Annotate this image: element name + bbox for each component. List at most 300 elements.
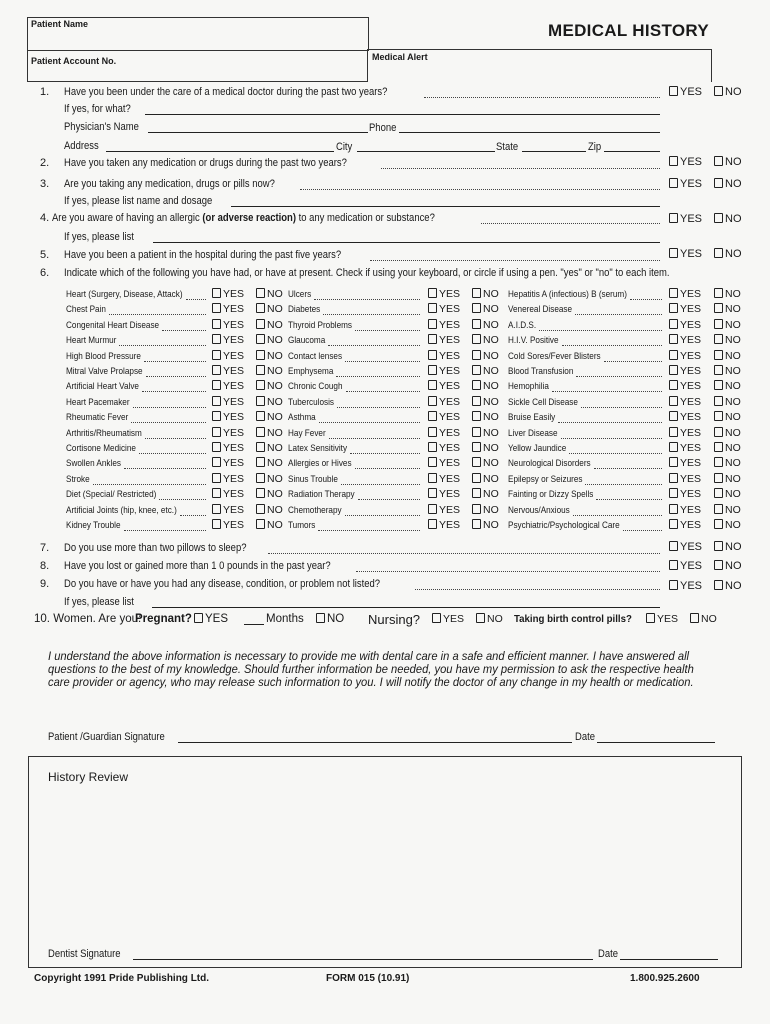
page-title: MEDICAL HISTORY xyxy=(548,21,709,40)
condition-no-option[interactable] xyxy=(472,350,499,362)
no-label: NO xyxy=(483,488,499,500)
condition-yes-option[interactable] xyxy=(428,380,460,392)
birth-control-yes[interactable] xyxy=(646,613,678,625)
no-label: NO xyxy=(267,396,283,408)
checkbox-icon xyxy=(472,504,481,514)
no-label: NO xyxy=(483,396,499,408)
checkbox-icon xyxy=(212,457,221,467)
condition-no-option[interactable] xyxy=(472,457,499,469)
q3-ifyes-label: If yes, please list name and dosage xyxy=(64,195,213,207)
condition-leader xyxy=(585,484,662,485)
condition-leader xyxy=(358,499,420,500)
condition-yes-option[interactable] xyxy=(428,519,460,531)
yes-label: YES xyxy=(680,365,702,377)
yes-label: YES xyxy=(680,488,702,500)
condition-yes-option[interactable] xyxy=(669,427,701,439)
checkbox-icon xyxy=(428,303,437,313)
checkbox-icon xyxy=(714,473,723,483)
nursing-yes[interactable] xyxy=(432,613,464,625)
condition-no-option[interactable] xyxy=(472,303,499,315)
checkbox-icon xyxy=(212,411,221,421)
condition-yes-option[interactable] xyxy=(428,427,460,439)
checkbox-icon xyxy=(432,613,441,623)
q10-number: 10. xyxy=(34,613,50,625)
yes-label: YES xyxy=(223,365,245,377)
condition-no-option[interactable] xyxy=(472,334,499,346)
condition-yes-option[interactable] xyxy=(428,411,460,423)
zip-label: Zip xyxy=(588,141,602,153)
yes-label: YES xyxy=(439,319,461,331)
condition-label: Tuberculosis xyxy=(288,397,335,408)
condition-label: Liver Disease xyxy=(508,428,558,439)
condition-leader xyxy=(576,376,662,377)
condition-label: Allergies or Hives xyxy=(288,458,352,469)
condition-no-option[interactable] xyxy=(256,488,283,500)
condition-no-option[interactable] xyxy=(714,488,741,500)
condition-yes-option[interactable] xyxy=(669,396,701,408)
q1-number: 1. xyxy=(40,86,50,98)
condition-no-option[interactable] xyxy=(714,442,741,454)
condition-no-option[interactable] xyxy=(256,457,283,469)
no-label: NO xyxy=(483,457,499,469)
condition-no-option[interactable] xyxy=(472,488,499,500)
checkbox-icon xyxy=(256,442,265,452)
signature-date-line[interactable] xyxy=(597,742,715,743)
condition-yes-option[interactable] xyxy=(669,288,701,300)
yes-label: YES xyxy=(439,365,461,377)
q7-yes[interactable] xyxy=(669,541,702,553)
yes-label: YES xyxy=(223,519,245,531)
condition-yes-option[interactable] xyxy=(669,319,701,331)
condition-yes-option[interactable] xyxy=(428,365,460,377)
condition-yes-option[interactable] xyxy=(669,350,701,362)
q7-number: 7. xyxy=(40,542,50,554)
condition-yes-option[interactable] xyxy=(212,488,244,500)
yes-label: YES xyxy=(223,427,245,439)
yes-label: YES xyxy=(680,248,703,260)
condition-no-option[interactable] xyxy=(714,519,741,531)
no-label: NO xyxy=(725,504,741,516)
condition-yes-option[interactable] xyxy=(212,504,244,516)
condition-no-option[interactable] xyxy=(256,303,283,315)
condition-no-option[interactable] xyxy=(714,288,741,300)
yes-label: YES xyxy=(439,504,461,516)
condition-leader xyxy=(329,438,420,439)
condition-yes-option[interactable] xyxy=(428,319,460,331)
condition-yes-option[interactable] xyxy=(669,519,701,531)
condition-yes-option[interactable] xyxy=(212,427,244,439)
checkbox-icon xyxy=(472,411,481,421)
no-label: NO xyxy=(725,319,741,331)
condition-no-option[interactable] xyxy=(714,365,741,377)
yes-label: YES xyxy=(223,504,245,516)
condition-yes-option[interactable] xyxy=(428,350,460,362)
condition-label: Radiation Therapy xyxy=(288,489,355,500)
condition-leader xyxy=(575,314,662,315)
condition-leader xyxy=(145,438,206,439)
condition-yes-option[interactable] xyxy=(212,334,244,346)
condition-leader xyxy=(355,330,420,331)
checkbox-icon xyxy=(472,396,481,406)
condition-leader xyxy=(581,407,662,408)
q8-no[interactable] xyxy=(714,560,742,572)
condition-label: Mitral Valve Prolapse xyxy=(66,366,143,377)
condition-leader xyxy=(562,345,662,346)
condition-no-option[interactable] xyxy=(256,473,283,485)
yes-label: YES xyxy=(439,303,461,315)
no-label: NO xyxy=(725,457,741,469)
footer-copyright: Copyright 1991 Pride Publishing Ltd. xyxy=(34,973,210,984)
no-label: NO xyxy=(267,350,283,362)
review-date-line[interactable] xyxy=(620,959,718,960)
condition-leader xyxy=(131,422,206,423)
checkbox-icon xyxy=(428,427,437,437)
condition-yes-option[interactable] xyxy=(428,488,460,500)
q8-text: Have you lost or gained more than 1 0 pounds in the past year? xyxy=(64,560,331,572)
checkbox-icon xyxy=(669,473,678,483)
no-label: NO xyxy=(483,380,499,392)
condition-no-option[interactable] xyxy=(472,519,499,531)
condition-no-option[interactable] xyxy=(472,365,499,377)
no-label: NO xyxy=(725,213,742,225)
checkbox-icon xyxy=(472,303,481,313)
yes-label: YES xyxy=(223,288,245,300)
checkbox-icon xyxy=(212,488,221,498)
condition-label: Heart (Surgery, Disease, Attack) xyxy=(66,289,183,300)
checkbox-icon xyxy=(212,473,221,483)
condition-no-option[interactable] xyxy=(714,380,741,392)
condition-yes-option[interactable] xyxy=(669,504,701,516)
condition-label: Hepatitis A (infectious) B (serum) xyxy=(508,289,627,300)
pregnant-no[interactable] xyxy=(316,613,344,625)
condition-label: High Blood Pressure xyxy=(66,351,141,362)
condition-no-option[interactable] xyxy=(714,457,741,469)
checkbox-icon xyxy=(212,303,221,313)
condition-leader xyxy=(345,361,420,362)
condition-label: Cortisone Medicine xyxy=(66,443,136,454)
condition-leader xyxy=(159,499,206,500)
checkbox-icon xyxy=(256,411,265,421)
condition-no-option[interactable] xyxy=(256,411,283,423)
checkbox-icon xyxy=(472,334,481,344)
condition-label: Artificial Heart Valve xyxy=(66,381,139,392)
condition-leader xyxy=(604,361,662,362)
checkbox-icon xyxy=(669,303,678,313)
q5-text: Have you been a patient in the hospital during the past five years? xyxy=(64,249,342,261)
pregnant-yes[interactable] xyxy=(194,613,228,625)
condition-no-option[interactable] xyxy=(256,504,283,516)
checkbox-icon xyxy=(714,319,723,329)
no-label: NO xyxy=(267,303,283,315)
checkbox-icon xyxy=(669,541,678,551)
condition-yes-option[interactable] xyxy=(669,303,701,315)
condition-yes-option[interactable] xyxy=(669,442,701,454)
condition-yes-option[interactable] xyxy=(212,396,244,408)
no-label: NO xyxy=(725,178,742,190)
yes-label: YES xyxy=(680,303,702,315)
checkbox-icon xyxy=(714,334,723,344)
condition-label: Tumors xyxy=(288,520,316,531)
condition-no-option[interactable] xyxy=(256,380,283,392)
condition-yes-option[interactable] xyxy=(669,488,701,500)
condition-no-option[interactable] xyxy=(472,473,499,485)
condition-yes-option[interactable] xyxy=(428,442,460,454)
checkbox-icon xyxy=(690,613,699,623)
condition-no-option[interactable] xyxy=(472,380,499,392)
yes-label: YES xyxy=(680,213,703,225)
condition-yes-option[interactable] xyxy=(428,396,460,408)
physician-label: Physician's Name xyxy=(64,121,139,133)
condition-label: Thyroid Problems xyxy=(288,320,353,331)
no-label: NO xyxy=(483,519,499,531)
condition-yes-option[interactable] xyxy=(669,457,701,469)
checkbox-icon xyxy=(646,613,655,623)
q9-no[interactable] xyxy=(714,580,742,592)
checkbox-icon xyxy=(256,396,265,406)
q9-ifyes-label: If yes, please list xyxy=(64,596,134,608)
q2-number: 2. xyxy=(40,157,50,169)
condition-no-option[interactable] xyxy=(714,350,741,362)
checkbox-icon xyxy=(669,288,678,298)
checkbox-icon xyxy=(428,334,437,344)
condition-no-option[interactable] xyxy=(256,288,283,300)
checkbox-icon xyxy=(212,396,221,406)
checkbox-icon xyxy=(428,319,437,329)
q1-ifyes-label: If yes, for what? xyxy=(64,103,131,115)
nursing-no[interactable] xyxy=(476,613,503,625)
no-label: NO xyxy=(483,350,499,362)
condition-yes-option[interactable] xyxy=(669,380,701,392)
condition-no-option[interactable] xyxy=(714,303,741,315)
no-label: NO xyxy=(725,365,741,377)
months-line[interactable] xyxy=(244,624,264,625)
patient-name-label: Patient Name xyxy=(31,19,89,29)
checkbox-icon xyxy=(669,560,678,570)
condition-yes-option[interactable] xyxy=(212,319,244,331)
condition-no-option[interactable] xyxy=(256,365,283,377)
checkbox-icon xyxy=(476,613,485,623)
condition-yes-option[interactable] xyxy=(212,519,244,531)
condition-label: Congenital Heart Disease xyxy=(66,320,160,331)
condition-no-option[interactable] xyxy=(714,319,741,331)
checkbox-icon xyxy=(212,504,221,514)
condition-yes-option[interactable] xyxy=(669,411,701,423)
condition-leader xyxy=(346,391,420,392)
condition-leader xyxy=(109,314,206,315)
checkbox-icon xyxy=(714,541,723,551)
checkbox-icon xyxy=(256,380,265,390)
no-label: NO xyxy=(725,427,741,439)
condition-no-option[interactable] xyxy=(714,411,741,423)
condition-yes-option[interactable] xyxy=(669,365,701,377)
q3-number: 3. xyxy=(40,178,50,190)
condition-label: Contact lenses xyxy=(288,351,343,362)
condition-leader xyxy=(552,391,662,392)
q9-yes[interactable] xyxy=(669,580,702,592)
condition-label: Nervous/Anxious xyxy=(508,505,570,516)
condition-leader xyxy=(623,530,662,531)
checkbox-icon xyxy=(212,442,221,452)
checkbox-icon xyxy=(669,365,678,375)
q6-number: 6. xyxy=(40,267,50,279)
checkbox-icon xyxy=(428,504,437,514)
birth-control-no[interactable] xyxy=(690,613,717,625)
no-label: NO xyxy=(725,396,741,408)
condition-no-option[interactable] xyxy=(472,427,499,439)
checkbox-icon xyxy=(212,319,221,329)
yes-label: YES xyxy=(439,442,461,454)
condition-label: Bruise Easily xyxy=(508,412,556,423)
condition-label: Asthma xyxy=(288,412,316,423)
checkbox-icon xyxy=(256,504,265,514)
checkbox-icon xyxy=(714,442,723,452)
condition-leader xyxy=(318,530,420,531)
checkbox-icon xyxy=(256,365,265,375)
yes-label: YES xyxy=(223,380,245,392)
condition-no-option[interactable] xyxy=(256,350,283,362)
q9-text: Do you have or have you had any disease, condition, or problem not listed? xyxy=(64,578,381,590)
condition-yes-option[interactable] xyxy=(428,303,460,315)
checkbox-icon xyxy=(669,396,678,406)
checkbox-icon xyxy=(212,365,221,375)
condition-label: Chemotherapy xyxy=(288,505,342,516)
condition-no-option[interactable] xyxy=(714,427,741,439)
yes-label: YES xyxy=(223,334,245,346)
condition-no-option[interactable] xyxy=(256,334,283,346)
condition-yes-option[interactable] xyxy=(212,473,244,485)
dentist-signature-label: Dentist Signature xyxy=(48,948,121,960)
condition-label: Epilepsy or Seizures xyxy=(508,474,583,485)
condition-no-option[interactable] xyxy=(714,396,741,408)
condition-label: Emphysema xyxy=(288,366,334,377)
condition-no-option[interactable] xyxy=(472,396,499,408)
no-label: NO xyxy=(725,541,742,553)
condition-label: Diabetes xyxy=(288,304,321,315)
condition-leader xyxy=(569,453,662,454)
condition-no-option[interactable] xyxy=(256,519,283,531)
yes-label: YES xyxy=(439,350,461,362)
condition-yes-option[interactable] xyxy=(428,473,460,485)
condition-no-option[interactable] xyxy=(256,442,283,454)
q9-ifyes-line[interactable] xyxy=(152,607,660,608)
yes-label: YES xyxy=(680,457,702,469)
yes-label: YES xyxy=(439,519,461,531)
condition-yes-option[interactable] xyxy=(669,334,701,346)
condition-yes-option[interactable] xyxy=(212,411,244,423)
yes-label: YES xyxy=(680,580,703,592)
condition-label: Heart Murmur xyxy=(66,335,117,346)
patient-signature-line[interactable] xyxy=(178,742,572,743)
condition-leader xyxy=(539,330,662,331)
history-review-area[interactable] xyxy=(40,790,730,940)
condition-no-option[interactable] xyxy=(714,473,741,485)
yes-label: YES xyxy=(680,560,703,572)
condition-yes-option[interactable] xyxy=(428,457,460,469)
checkbox-icon xyxy=(669,504,678,514)
condition-no-option[interactable] xyxy=(714,334,741,346)
condition-yes-option[interactable] xyxy=(669,473,701,485)
checkbox-icon xyxy=(472,519,481,529)
condition-yes-option[interactable] xyxy=(212,365,244,377)
address-label: Address xyxy=(64,140,99,152)
condition-no-option[interactable] xyxy=(714,504,741,516)
condition-no-option[interactable] xyxy=(256,396,283,408)
yes-label: YES xyxy=(223,442,245,454)
no-label: NO xyxy=(483,411,499,423)
yes-label: YES xyxy=(443,613,465,625)
no-label: NO xyxy=(483,442,499,454)
checkbox-icon xyxy=(472,350,481,360)
checkbox-icon xyxy=(714,411,723,421)
dentist-signature-line[interactable] xyxy=(133,959,593,960)
no-label: NO xyxy=(267,334,283,346)
q2-text: Have you taken any medication or drugs during the past two years? xyxy=(64,157,347,169)
condition-no-option[interactable] xyxy=(472,504,499,516)
footer-form-number: FORM 015 (10.91) xyxy=(326,973,410,984)
no-label: NO xyxy=(483,303,499,315)
condition-label: Diet (Special/ Restricted) xyxy=(66,489,157,500)
yes-label: YES xyxy=(439,396,461,408)
condition-no-option[interactable] xyxy=(472,319,499,331)
checkbox-icon xyxy=(472,473,481,483)
yes-label: YES xyxy=(680,519,702,531)
checkbox-icon xyxy=(714,560,723,570)
condition-yes-option[interactable] xyxy=(212,380,244,392)
footer-phone: 1.800.925.2600 xyxy=(630,973,700,984)
q7-no[interactable] xyxy=(714,541,742,553)
q5-number: 5. xyxy=(40,249,50,261)
checkbox-icon xyxy=(256,288,265,298)
condition-no-option[interactable] xyxy=(472,411,499,423)
condition-yes-option[interactable] xyxy=(212,442,244,454)
condition-leader xyxy=(596,499,662,500)
condition-label: Glaucoma xyxy=(288,335,326,346)
condition-leader xyxy=(162,330,206,331)
no-label: NO xyxy=(267,319,283,331)
no-label: NO xyxy=(725,350,741,362)
checkbox-icon xyxy=(212,380,221,390)
checkbox-icon xyxy=(472,380,481,390)
condition-no-option[interactable] xyxy=(256,319,283,331)
checkbox-icon xyxy=(428,473,437,483)
condition-leader xyxy=(144,361,206,362)
checkbox-icon xyxy=(256,473,265,483)
condition-yes-option[interactable] xyxy=(212,303,244,315)
yes-label: YES xyxy=(223,457,245,469)
condition-yes-option[interactable] xyxy=(428,334,460,346)
no-label: NO xyxy=(267,488,283,500)
condition-yes-option[interactable] xyxy=(212,288,244,300)
condition-yes-option[interactable] xyxy=(212,457,244,469)
birth-control-label: Taking birth control pills? xyxy=(514,613,632,625)
condition-leader xyxy=(323,314,420,315)
yes-label: YES xyxy=(680,86,703,98)
yes-label: YES xyxy=(657,613,679,625)
yes-label: YES xyxy=(439,427,461,439)
no-label: NO xyxy=(725,442,741,454)
q8-yes[interactable] xyxy=(669,560,702,572)
condition-yes-option[interactable] xyxy=(212,350,244,362)
condition-no-option[interactable] xyxy=(256,427,283,439)
no-label: NO xyxy=(725,334,741,346)
condition-no-option[interactable] xyxy=(472,288,499,300)
checkbox-icon xyxy=(428,457,437,467)
condition-yes-option[interactable] xyxy=(428,504,460,516)
condition-yes-option[interactable] xyxy=(428,288,460,300)
state-label: State xyxy=(496,141,519,153)
condition-no-option[interactable] xyxy=(472,442,499,454)
checkbox-icon xyxy=(714,580,723,590)
